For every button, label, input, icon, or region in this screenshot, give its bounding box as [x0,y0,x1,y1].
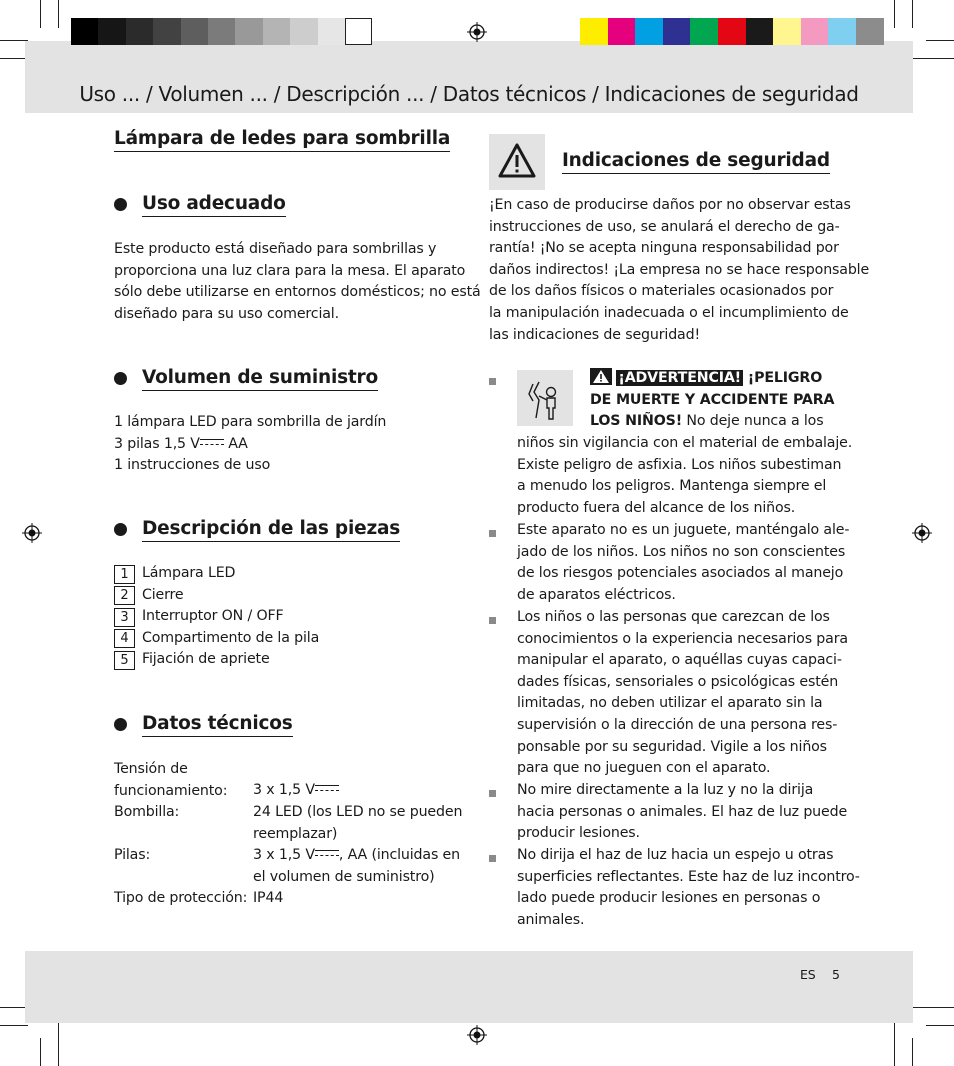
part-label: Compartimento de la pila [142,630,320,646]
product-heading: Lámpara de ledes para sombrilla [114,128,450,152]
crop-mark [926,40,954,41]
safety-item: No dirija el haz de luz hacia un espejo u otras superficies reflectantes. Este haz de luz incontro- lado puede producir lesiones en personas o animales. [517,847,860,928]
gray-swatch [345,18,372,45]
spec-value: IP44 [253,890,284,906]
gray-swatch [181,18,208,45]
safety-item: Este aparato no es un juguete, manténgalo ale- jado de los niños. Los niños no son conscientes de los riesgos potenciales asociados al manejo de aparatos eléctricos. [517,522,850,603]
gray-swatch [71,18,98,45]
safety-intro: ¡En caso de producirse daños por no observar estas instrucciones de uso, se anulará el derecho de ga- rantía! ¡No se acepta ninguna responsabilidad por daños indirectos! ¡La empresa no se hace responsable de los daños físicos o materiales ocasionados por la manipulación inadecuada o el incumplimiento de las indicaciones de seguridad! [489,197,870,343]
spec-label: Bombilla: [114,804,180,820]
gray-swatch [235,18,262,45]
crop-mark [58,0,59,28]
safety-item: No mire directamente a la luz y no la dirija hacia personas o animales. El haz de luz puede producir lesiones. [517,782,848,842]
section-heading-descripcion: Descripción de las piezas [142,518,400,542]
gray-swatch [263,18,290,45]
section-heading-datos: Datos técnicos [142,713,293,737]
dc-voltage-icon [315,849,339,859]
part-label: Lámpara LED [142,565,236,581]
color-swatch [690,18,718,45]
dc-voltage-icon [315,784,339,794]
list-bullet [489,530,496,537]
crop-mark [912,0,913,28]
dc-voltage-icon [200,438,224,448]
part-number: 3 [114,608,135,627]
spec-label: Tensión de funcionamiento: [114,761,228,799]
color-swatch [608,18,636,45]
child-warning-icon [517,370,573,426]
crop-mark [0,40,28,41]
crop-mark [40,0,41,28]
warning-block-head: ¡ADVERTENCIA! ¡PELIGRO DE MUERTE Y ACCIDENTE PARA LOS NIÑOS! No deje nunca a los [590,370,835,430]
part-number: 5 [114,651,135,670]
crop-mark [0,1025,28,1026]
spec-value: 3 x 1,5 V [253,780,339,802]
gray-swatch [153,18,180,45]
warning-triangle-icon [489,134,545,190]
registration-mark-icon [467,1025,487,1045]
warning-triangle-icon [590,368,612,385]
crop-mark [906,58,954,59]
part-label: Fijación de apriete [142,651,270,667]
registration-mark-icon [22,523,42,543]
spec-label: Pilas: [114,847,151,863]
section-heading-volumen: Volumen de suministro [142,367,378,391]
spec-label: Tipo de protección: [114,890,248,906]
crop-mark [906,1007,954,1008]
registration-mark-icon [912,523,932,543]
warning-block-body: niños sin vigilancia con el material de embalaje. Existe peligro de asfixia. Los niños subestiman a menudo los peligros. Mantenga siempre el producto fuera del alcance de los niños. [517,435,853,516]
bullet-dot [114,372,127,385]
spec-value: 3 x 1,5 V , AA (incluidas en el volumen de suministro) [253,847,460,885]
part-number: 4 [114,629,135,648]
part-label: Cierre [142,587,184,603]
list-bullet [489,855,496,862]
color-swatch [856,18,884,45]
color-swatch [635,18,663,45]
bullet-dot [114,523,127,536]
crop-mark [58,1018,59,1066]
color-swatch [773,18,801,45]
safety-item: Los niños o las personas que carezcan de los conocimientos o la experiencia necesarios para manipular el aparato, o aquéllas cuyas capaci- dades físicas, sensoriales o psicológicas estén limitadas, no deben utilizar el aparato sin la supervisión o la dirección de una persona res- ponsable por su seguridad. Vigile a los niños para que no jueguen con el aparato. [517,609,848,777]
color-swatch [828,18,856,45]
list-bullet [489,378,496,385]
uso-text: Este producto está diseñado para sombrillas y proporciona una luz clara para la mesa. El aparato sólo debe utilizarse en entornos domésticos; no está diseñado para su uso comercial. [114,241,481,322]
gray-swatch [126,18,153,45]
gray-swatch [290,18,317,45]
crop-mark [894,1018,895,1066]
footer-band [25,951,913,1023]
list-bullet [489,617,496,624]
part-number: 2 [114,586,135,605]
color-swatch [801,18,829,45]
page-number: 5 [832,967,840,982]
color-swatch [580,18,608,45]
page-title: Uso ... / Volumen ... / Descripción ... / Datos técnicos / Indicaciones de seguridad [79,82,859,106]
color-swatch [663,18,691,45]
spec-value: 24 LED (los LED no se pueden reemplazar) [253,804,463,842]
volumen-text: 1 lámpara LED para sombrilla de jardín 3 pilas 1,5 V AA 1 instrucciones de uso [114,414,387,474]
section-heading-uso: Uso adecuado [142,193,286,217]
crop-mark [912,1038,913,1066]
color-swatch [718,18,746,45]
gray-swatch [98,18,125,45]
bullet-dot [114,198,127,211]
part-number: 1 [114,565,135,584]
part-label: Interruptor ON / OFF [142,608,284,624]
crop-mark [40,1038,41,1066]
color-swatch [746,18,774,45]
gray-swatch [318,18,345,45]
gray-swatch [208,18,235,45]
footer-language: ES [800,967,816,982]
bullet-dot [114,718,127,731]
registration-mark-icon [467,22,487,42]
crop-mark [926,1025,954,1026]
crop-mark [894,0,895,28]
section-heading-seguridad: Indicaciones de seguridad [562,150,830,174]
list-bullet [489,790,496,797]
